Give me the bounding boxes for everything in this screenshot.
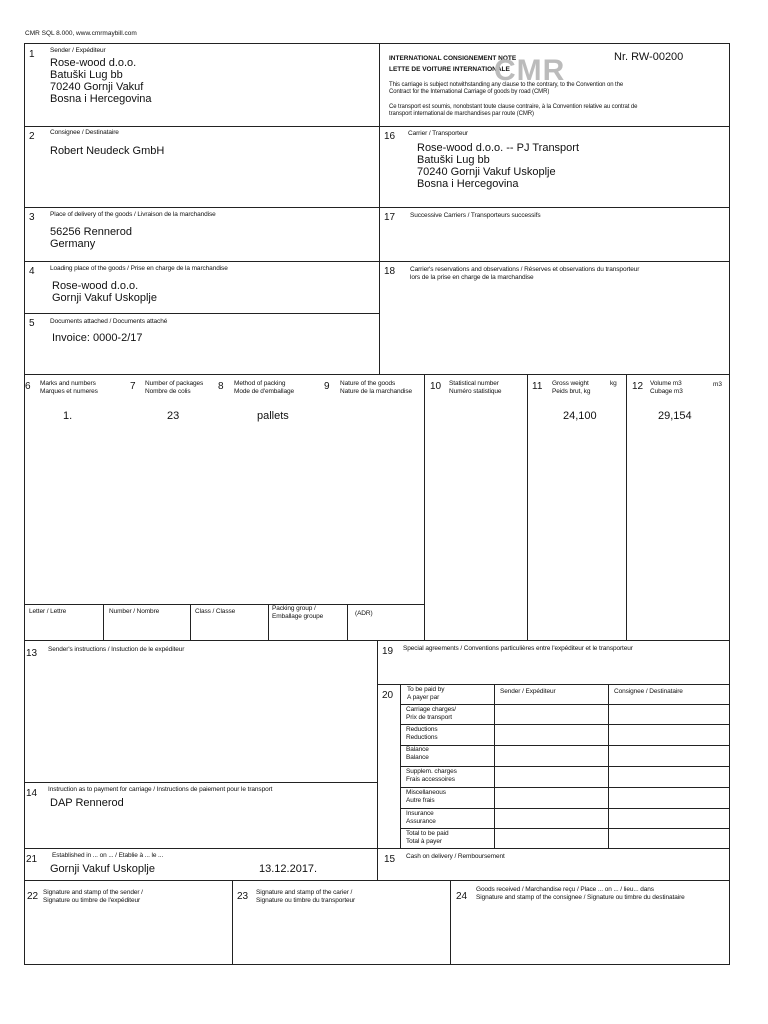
divider bbox=[450, 880, 451, 965]
statistical-number-label: Statistical number Numéro statistique bbox=[449, 380, 502, 395]
divider bbox=[24, 848, 377, 849]
field-number: 22 bbox=[27, 891, 39, 902]
payment-instructions-label: Instruction as to payment for carriage / Instructions de paiement pour le transport bbox=[48, 786, 273, 793]
consignee-name: Robert Neudeck GmbH bbox=[50, 145, 165, 157]
divider bbox=[379, 43, 380, 374]
document-number: Nr. RW-00200 bbox=[614, 51, 684, 63]
divider bbox=[400, 808, 730, 809]
field-number: 17 bbox=[384, 212, 396, 223]
cash-on-delivery-label: Cash on delivery / Remboursement bbox=[406, 853, 505, 860]
field-number: 7 bbox=[130, 381, 136, 392]
packing-method-value: pallets bbox=[257, 410, 289, 422]
charges-row-miscellaneous: Miscellaneous Autre frais bbox=[406, 789, 446, 804]
sender-label: Sender / Expéditeur bbox=[50, 47, 106, 54]
divider bbox=[400, 724, 730, 725]
field-number: 3 bbox=[29, 212, 35, 223]
packages-label: Number of packages Nombre de colis bbox=[145, 380, 204, 395]
sender-signature-label: Signature and stamp of the sender / Signature ou timbre de l'expéditeur bbox=[43, 889, 143, 904]
documents-attached-label: Documents attached / Documents attaché bbox=[50, 318, 168, 325]
divider bbox=[400, 704, 730, 705]
divider bbox=[24, 261, 730, 262]
marks-value: 1. bbox=[63, 410, 73, 422]
consignee-label: Consignee / Destinataire bbox=[50, 129, 119, 136]
divider bbox=[24, 880, 730, 881]
sender-address: Rose-wood d.o.o. Batuški Lug bb 70240 Gornji Vakuf Bosna i Hercegovina bbox=[50, 57, 152, 105]
field-number: 15 bbox=[384, 854, 396, 865]
field-number: 13 bbox=[26, 648, 38, 659]
field-number: 14 bbox=[26, 788, 38, 799]
divider bbox=[400, 745, 730, 746]
charges-row-carriage: Carriage charges/ Prix de transport bbox=[406, 706, 456, 721]
volume-unit: m3 bbox=[713, 381, 722, 388]
gross-weight-label: Gross weight Peids brut, kg bbox=[552, 380, 591, 395]
established-place: Gornji Vakuf Uskoplje bbox=[50, 863, 155, 875]
divider bbox=[103, 604, 104, 640]
goods-nature-label: Nature of the goods Nature de la marchandise bbox=[340, 380, 413, 395]
divider bbox=[24, 374, 730, 375]
field-number: 11 bbox=[532, 381, 543, 392]
header-line: CMR SQL 8.000, www.cmrmaybill.com bbox=[25, 30, 137, 37]
charges-row-reductions: Reductions Reductions bbox=[406, 726, 438, 741]
established-label: Established in ... on ... / Etablie à ... le ... bbox=[52, 852, 164, 859]
divider bbox=[24, 604, 424, 605]
successive-carriers-label: Successive Carriers / Transporteurs successifs bbox=[410, 212, 541, 219]
cmr-watermark: CMR bbox=[494, 54, 566, 87]
adr-packing-group-label: Packing group / Emballage groupe bbox=[272, 605, 324, 620]
delivery-place: 56256 Rennerod Germany bbox=[50, 226, 132, 250]
loading-place-label: Loading place of the goods / Prise en charge de la marchandise bbox=[50, 265, 228, 272]
carrier-address: Rose-wood d.o.o. -- PJ Transport Batuški Lug bb 70240 Gornji Vakuf Uskoplje Bosna i Hercegovina bbox=[417, 142, 580, 190]
divider bbox=[527, 374, 528, 640]
divider bbox=[24, 782, 377, 783]
volume-value: 29,154 bbox=[658, 410, 692, 422]
special-agreements-label: Special agreements / Conventions particulières entre l'expéditeur et le transporteur bbox=[403, 645, 633, 652]
doc-title-fr: LETTE DE VOITURE INTERNATIONALE bbox=[389, 66, 510, 73]
adr-label: (ADR) bbox=[355, 610, 373, 617]
note-fr: Ce transport est soumis, nonobstant toute clause contraire, à la Convention relative au contrat de transport international de marchandises par route (CMR) bbox=[389, 104, 638, 117]
carrier-label: Carrier / Transporteur bbox=[408, 130, 468, 137]
divider bbox=[400, 787, 730, 788]
divider bbox=[24, 207, 730, 208]
gross-weight-unit: kg bbox=[610, 380, 617, 387]
packing-method-label: Method of packing Mode de d'emballage bbox=[234, 380, 295, 395]
field-number: 4 bbox=[29, 266, 35, 277]
field-number: 2 bbox=[29, 131, 35, 142]
charges-row-insurance: Insurance Assurance bbox=[406, 810, 436, 825]
consignee-signature-label: Goods received / Marchandise reçu / Place ... on ... / lieu... dans Signature and stamp of the consignee / Signature ou timbre du destinataire bbox=[476, 886, 685, 901]
carrier-reservations-label: Carrier's reservations and observations / Réserves et observations du transporteur lors de la prise en charge de la marchandise bbox=[410, 266, 640, 281]
payment-instructions: DAP Rennerod bbox=[50, 797, 124, 809]
delivery-place-label: Place of delivery of the goods / Livraison de la marchandise bbox=[50, 211, 216, 218]
divider bbox=[24, 126, 730, 127]
field-number: 20 bbox=[382, 690, 394, 701]
note-en: This carriage is subject notwithstanding any clause to the contrary, to the Convention on the Contract for the International Carriage of goods by road (CMR) bbox=[389, 82, 624, 95]
charges-row-total: Total to be paid Total à payer bbox=[406, 830, 449, 845]
field-number: 5 bbox=[29, 318, 35, 329]
field-number: 10 bbox=[430, 381, 442, 392]
divider bbox=[268, 604, 269, 640]
adr-number-label: Number / Nombre bbox=[109, 608, 160, 615]
carrier-signature-label: Signature and stamp of the carier / Signature ou timbre du transporteur bbox=[256, 889, 356, 904]
divider bbox=[400, 828, 730, 829]
divider bbox=[377, 684, 730, 685]
divider bbox=[626, 374, 627, 640]
col-consignee-label: Consignee / Destinataire bbox=[614, 688, 683, 695]
packages-value: 23 bbox=[167, 410, 180, 422]
divider bbox=[190, 604, 191, 640]
divider bbox=[347, 604, 348, 640]
divider bbox=[24, 313, 379, 314]
charges-row-balance: Balance Balance bbox=[406, 746, 429, 761]
divider bbox=[400, 766, 730, 767]
field-number: 19 bbox=[382, 646, 394, 657]
field-number: 23 bbox=[237, 891, 249, 902]
charges-row-supplementary: Supplem. charges Frais accessoires bbox=[406, 768, 457, 783]
divider bbox=[377, 848, 730, 849]
field-number: 1 bbox=[29, 49, 35, 60]
documents-attached: Invoice: 0000-2/17 bbox=[52, 332, 143, 344]
field-number: 12 bbox=[632, 381, 644, 392]
established-date: 13.12.2017. bbox=[259, 863, 318, 875]
field-number: 6 bbox=[25, 381, 31, 392]
doc-title-en: INTERNATIONAL CONSIGNEMENT NOTE bbox=[389, 55, 517, 62]
divider bbox=[424, 374, 425, 640]
volume-label: Volume m3 Cubage m3 bbox=[650, 380, 683, 395]
field-number: 18 bbox=[384, 266, 396, 277]
marks-label: Marks and numbers Marques et numeres bbox=[40, 380, 98, 395]
field-number: 8 bbox=[218, 381, 224, 392]
adr-letter-label: Letter / Lettre bbox=[29, 608, 67, 615]
field-number: 16 bbox=[384, 131, 396, 142]
loading-place: Rose-wood d.o.o. Gornji Vakuf Uskoplje bbox=[52, 280, 157, 304]
col-sender-label: Sender / Expéditeur bbox=[500, 688, 556, 695]
gross-weight-value: 24,100 bbox=[563, 410, 597, 422]
to-be-paid-label: To be paid by A payer par bbox=[407, 686, 445, 701]
field-number: 9 bbox=[324, 381, 330, 392]
field-number: 24 bbox=[456, 891, 468, 902]
sender-instructions-label: Sender's instructions / Instuction de le expéditeur bbox=[48, 646, 185, 653]
divider bbox=[232, 880, 233, 965]
adr-class-label: Class / Classe bbox=[195, 608, 236, 615]
divider bbox=[377, 640, 378, 880]
field-number: 21 bbox=[26, 854, 38, 865]
